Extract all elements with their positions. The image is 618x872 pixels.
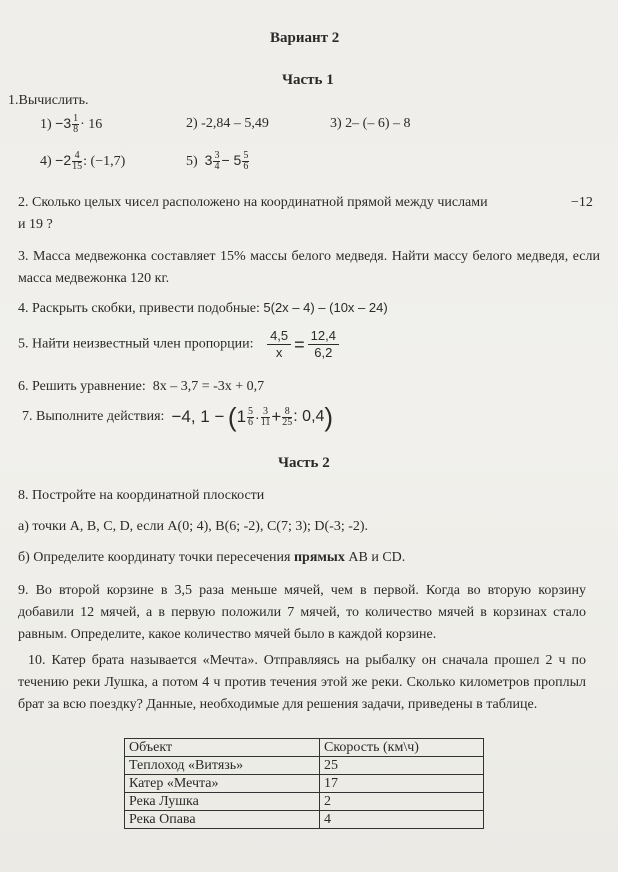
q1-expr-1: 1) −3 $\frac{1}{8}$ · 16 xyxy=(40,113,103,136)
table-cell: Катер «Мечта» xyxy=(125,775,320,793)
table-row xyxy=(125,757,484,775)
table-row xyxy=(125,775,484,793)
part1-title: Часть 1 xyxy=(282,72,334,88)
table-row xyxy=(125,793,484,811)
q5: 5. Найти неизвестный член пропорции: $\frac{4,5}{x}$ = $\frac{12,4}{6,2}$ xyxy=(18,328,342,361)
table-cell: 2 xyxy=(320,793,484,811)
q1-expr-5: 5) 3 $\frac{3}{4}$ − 5 $\frac{5}{6}$ xyxy=(186,150,249,173)
variant-title: Вариант 2 xyxy=(270,30,340,46)
q3-text: 3. Масса медвежонка составляет 15% массы белого медведя. Найти массу белого медведя, если масса медвежонка 120 кг. xyxy=(18,249,600,286)
part2-title: Часть 2 xyxy=(278,455,330,471)
q2-line2: и 19 ? xyxy=(18,217,53,232)
table-cell: Теплоход «Витязь» xyxy=(125,757,320,775)
q4: 4. Раскрыть скобки, привести подобные: 5(2x – 4) – (10x – 24) xyxy=(18,300,388,316)
speed-table xyxy=(124,738,484,829)
q1-expr-4: 4) −2 $\frac{4}{15}$ : (−1,7) xyxy=(40,150,126,173)
table-header-row xyxy=(125,739,484,757)
table-header-cell: Объект xyxy=(125,739,320,757)
q10-text: 10. Катер брата называется «Мечта». Отправляясь на рыбалку он сначала прошел 2 ч по течению реки Лушка, а потом 4 ч против течения этой же реки. Сколько километров проплыл брат за всю поездку? Данные, необходимые для решения задачи, приведены в таблице. xyxy=(18,653,586,712)
q2-line1: 2. Сколько целых чисел расположено на координатной прямой между числами xyxy=(18,195,488,210)
q1-expr-3: 3) 2– (– 6) – 8 xyxy=(330,116,411,131)
table-cell: 17 xyxy=(320,775,484,793)
table-cell: 25 xyxy=(320,757,484,775)
q1-expr-2: 2) -2,84 – 5,49 xyxy=(186,116,269,131)
table-row xyxy=(125,811,484,829)
q8-line1: 8. Постройте на координатной плоскости xyxy=(18,488,265,503)
q6: 6. Решить уравнение: 8x – 3,7 = -3x + 0,7 xyxy=(18,379,265,394)
table-cell: 4 xyxy=(320,811,484,829)
q8-b: б) Определите координату точки пересечения прямых AB и CD. xyxy=(18,550,406,565)
q7: 7. Выполните действия: −4, 1 − (1 $\frac{5}{6}$ · $\frac{3}{11}$ + $\frac{8}{25}$ : 0,4) xyxy=(22,402,334,432)
q8-a: а) точки A, B, C, D, если A(0; 4), B(6; -2), C(7; 3); D(-3; -2). xyxy=(18,519,369,534)
table-cell: Река Лушка xyxy=(125,793,320,811)
table-cell: Река Опава xyxy=(125,811,320,829)
q2-number: −12 xyxy=(571,195,593,210)
table-header-cell: Скорость (км\ч) xyxy=(320,739,484,757)
q9-text: 9. Во второй корзине в 3,5 раза меньше мячей, чем в первой. Когда во вторую корзину добавили 12 мячей, а в первую положили 7 мячей, то количество мячей в корзинах стало равным. Определите, какое количество мячей было в каждой корзине. xyxy=(18,583,586,642)
q1-label: 1.Вычислить. xyxy=(8,93,89,108)
